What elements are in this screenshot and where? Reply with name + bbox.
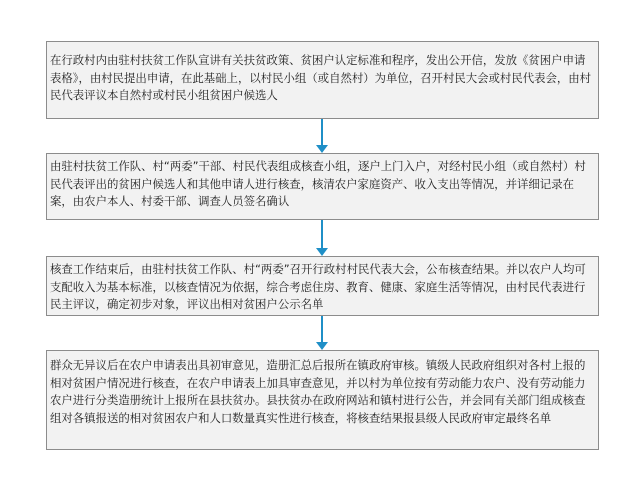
arrow-down-icon	[316, 248, 328, 256]
arrow-down-icon	[316, 145, 328, 153]
flow-arrow-2	[316, 220, 328, 256]
flow-step-3: 核查工作结束后，由驻村扶贫工作队、村“两委”召开行政村村民代表大会，公布核查结果。并以农户人均可支配收入为基本标准，以核查情况为依据，综合考虑住房、教育、健康、家庭生活等情况，由村民代表进行民主评议，确定初步对象，评议出相对贫困户公示名单	[46, 256, 599, 316]
flow-step-1: 在行政村内由驻村扶贫工作队宣讲有关扶贫政策、贫困户认定标准和程序，发出公开信，发放《贫困户申请表格》，由村民提出申请，在此基础上，以村民小组（或自然村）为单位，召开村民大会或村民代表会，由村民代表评议本自然村或村民小组贫困户候选人	[46, 41, 599, 119]
flow-arrow-3	[316, 316, 328, 350]
arrow-down-icon	[316, 342, 328, 350]
flow-step-4: 群众无异议后在农户申请表出具初审意见，造册汇总后报所在镇政府审核。镇级人民政府组织对各村上报的相对贫困户情况进行核查，在农户申请表上加具审查意见，并以村为单位按有劳动能力农户、没有劳动能力农户进行分类造册统计上报所在县扶贫办。县扶贫办在政府网站和镇村进行公告，并会同有关部门组成核查组对各镇报送的相对贫困农户和人口数量真实性进行核查，将核查结果报县级人民政府审定最终名单	[46, 350, 599, 450]
flow-arrow-1	[316, 119, 328, 153]
flow-step-2: 由驻村扶贫工作队、村“两委”干部、村民代表组成核查小组，逐户上门入户，对经村民小组（或自然村）村民代表评出的贫困户候选人和其他申请人进行核查，核清农户家庭资产、收入支出等情况，并详细记录在案，由农户本人、村委干部、调查人员签名确认	[46, 153, 599, 220]
